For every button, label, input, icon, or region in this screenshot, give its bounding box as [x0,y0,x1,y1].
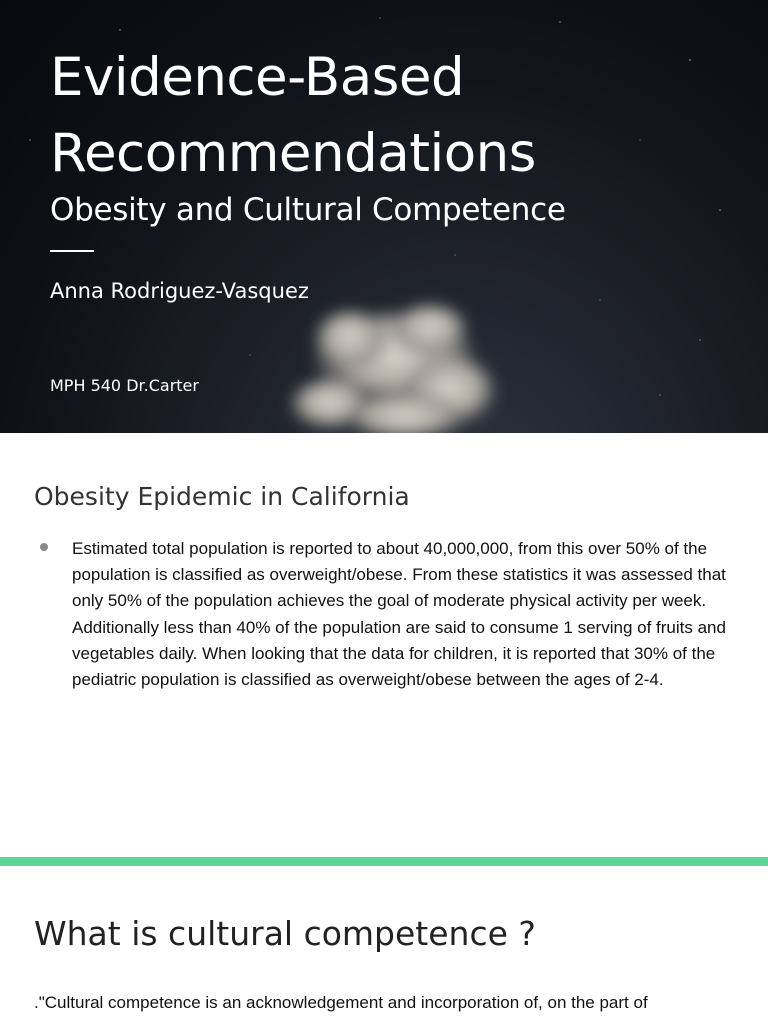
slide-heading: Obesity Epidemic in California [34,482,410,511]
slide-obesity-epidemic [0,433,768,857]
title-divider-rule [50,250,94,252]
slide-heading: What is cultural competence ? [34,914,536,953]
bullet-text: Estimated total population is reported to about 40,000,000, from this over 50% of the population is classified as overweight/obese. From these statistics it was assessed that only 50% of the population achieves the goal of moderate physical activity per week. Additionally less than 40% of the population are said to consume 1 serving of fruits and vegetables daily. When looking that the data for children, it is reported that 30% of the pediatric population is classified as overweight/obese between the ages of 2-4. [72,539,726,690]
body-text: ."Cultural competence is an acknowledgement and incorporation of, on the part of [34,993,648,1012]
slide-divider [0,857,768,866]
author-name: Anna Rodriguez-Vasquez [50,279,309,303]
slide-cultural-competence [0,866,768,1024]
course-label: MPH 540 Dr.Carter [50,376,199,395]
bullet-dot-icon [40,543,48,551]
title-slide [0,0,768,433]
presentation-subtitle: Obesity and Cultural Competence [50,192,566,228]
presentation-title: Evidence-Based Recommendations [50,47,536,184]
